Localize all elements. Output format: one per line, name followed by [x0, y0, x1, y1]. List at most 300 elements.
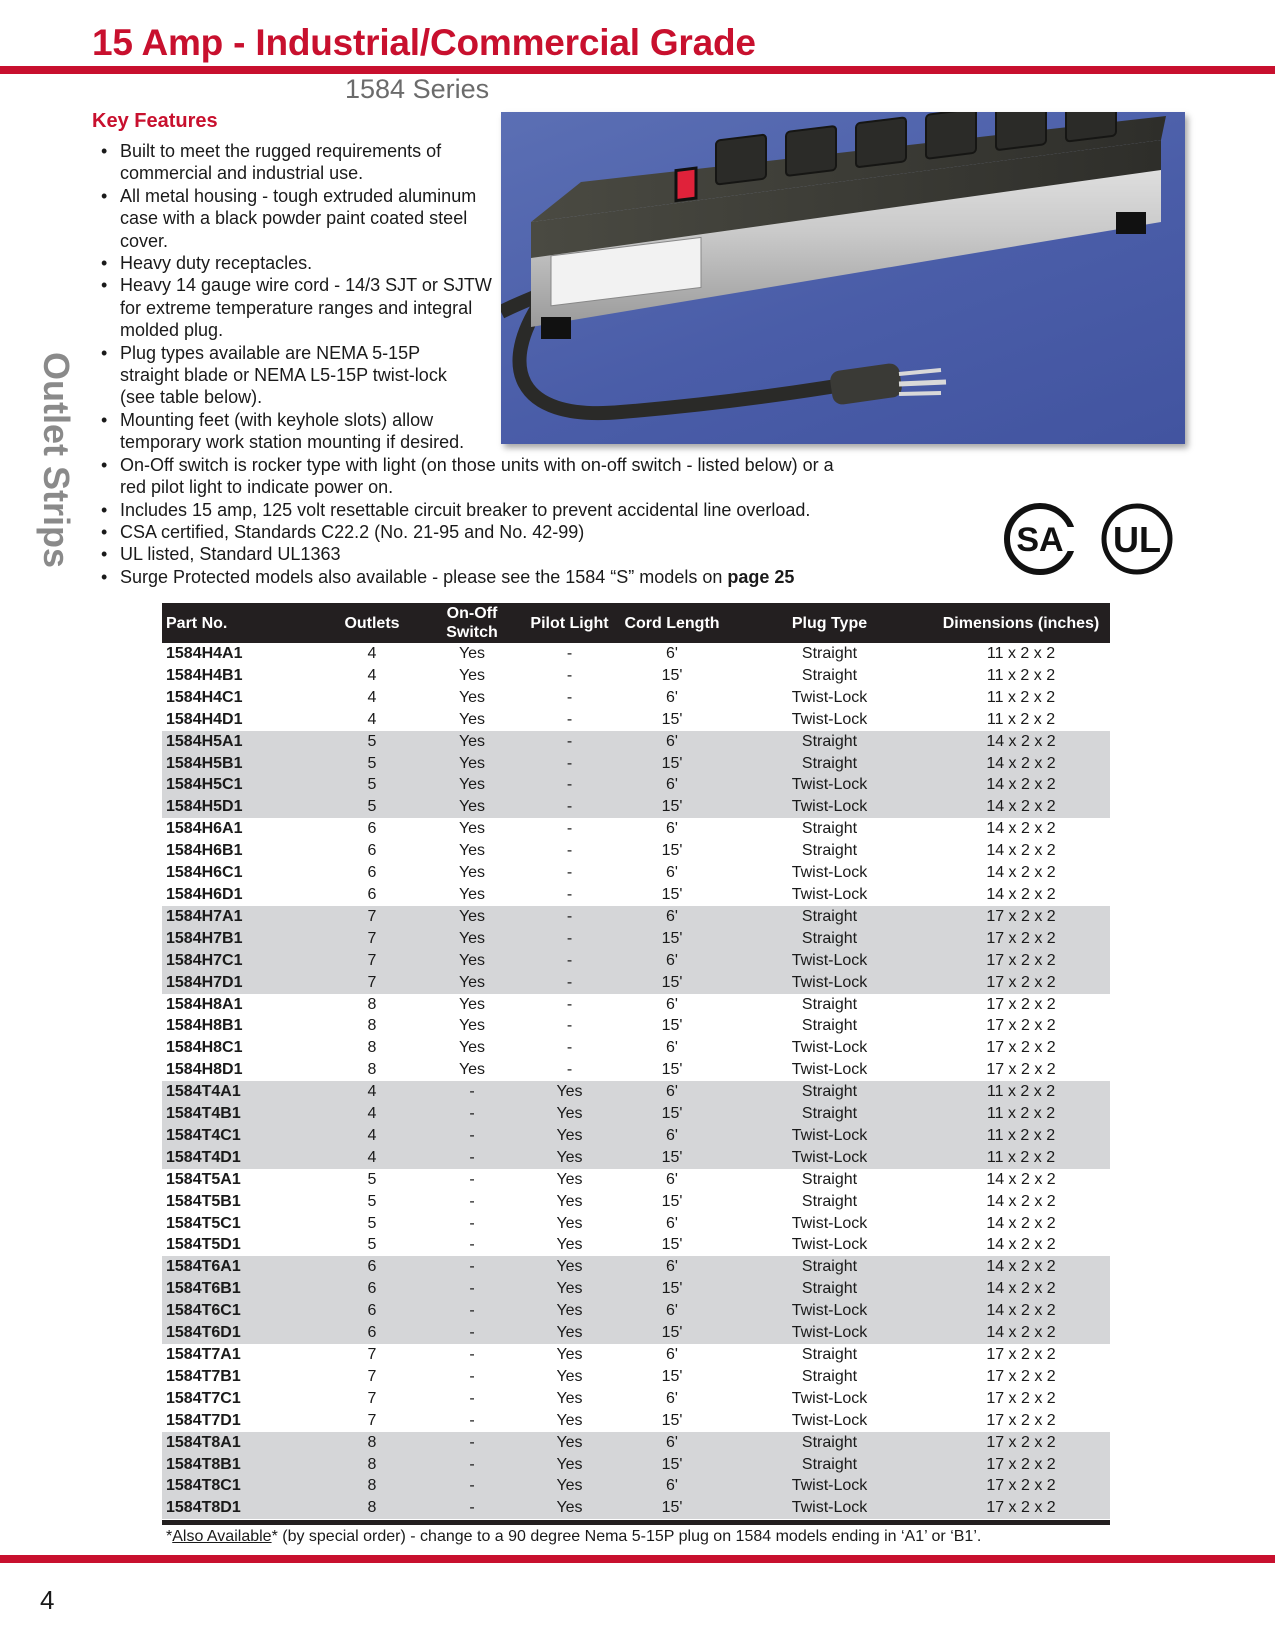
- table-row: [162, 1410, 1110, 1432]
- cell-cord-length: 15': [661, 1192, 683, 1210]
- cell-outlets: 8: [322, 1475, 422, 1497]
- cell-dimensions: 17 x 2 x 2: [932, 1432, 1110, 1454]
- cell-outlets: 6: [367, 885, 377, 903]
- cell-plug-type: Straight: [801, 645, 858, 662]
- table-row: [162, 665, 1110, 687]
- cell-plug-type: Twist-Lock: [727, 1300, 932, 1322]
- cell-dimensions: 17 x 2 x 2: [932, 1497, 1110, 1519]
- cell-part-no: 1584T4B1: [162, 1103, 322, 1125]
- cell-outlets: 4: [322, 1147, 422, 1169]
- cell-pilot-light: Yes: [522, 1454, 617, 1476]
- table-row: [162, 994, 1110, 1016]
- cell-cord-length: 6': [617, 774, 727, 796]
- cell-dimensions: 17 x 2 x 2: [986, 1039, 1056, 1057]
- table-row: [162, 884, 1110, 906]
- cell-on-off-switch: Yes: [458, 645, 486, 662]
- cell-outlets: 7: [367, 1389, 377, 1407]
- cell-plug-type: Straight: [801, 666, 858, 684]
- table-row: [162, 1081, 1110, 1103]
- cell-pilot-light: Yes: [556, 1389, 583, 1407]
- cell-dimensions: 17 x 2 x 2: [932, 1475, 1110, 1497]
- table-row: [162, 928, 1110, 950]
- cell-pilot-light: -: [522, 928, 617, 950]
- cell-cord-length: 15': [661, 885, 683, 903]
- page-reference: page 25: [727, 566, 795, 587]
- cell-plug-type: Twist-Lock: [791, 1039, 868, 1057]
- cell-on-off-switch: -: [422, 1475, 522, 1497]
- cell-cord-length: 6': [617, 1081, 727, 1103]
- cell-on-off-switch: -: [422, 1256, 522, 1278]
- key-features-heading: Key Features: [92, 110, 218, 132]
- cell-on-off-switch: -: [469, 1192, 475, 1210]
- cell-on-off-switch: -: [422, 1322, 522, 1344]
- cell-part-no: 1584T7D1: [166, 1411, 241, 1429]
- cell-pilot-light: -: [566, 688, 573, 706]
- table-row: [162, 1388, 1110, 1410]
- feature-item: • All metal housing - tough extruded aluminum case with a black powder paint coated steel cover.: [98, 185, 482, 252]
- cell-outlets: 6: [322, 1300, 422, 1322]
- cell-pilot-light: -: [566, 710, 573, 728]
- cell-cord-length: 15': [617, 1278, 727, 1300]
- cell-plug-type: Straight: [727, 928, 932, 950]
- cell-cord-length: 6': [617, 1256, 727, 1278]
- cell-pilot-light: Yes: [522, 1497, 617, 1519]
- cell-cord-length: 15': [617, 1454, 727, 1476]
- cell-pilot-light: -: [566, 885, 573, 903]
- table-row: [162, 1125, 1110, 1147]
- cell-cord-length: 15': [661, 1061, 683, 1079]
- cell-cord-length: 15': [617, 1497, 727, 1519]
- cell-cord-length: 6': [666, 864, 678, 882]
- cell-dimensions: 17 x 2 x 2: [932, 1454, 1110, 1476]
- cell-part-no: 1584H4D1: [166, 710, 243, 728]
- top-divider: [0, 66, 1275, 74]
- table-row: [162, 818, 1110, 840]
- cell-outlets: 5: [322, 796, 422, 818]
- feature-item-text: On-Off switch is rocker type with light (on those units with on-off switch - listed below) or a red pilot light to indicate power on.: [120, 454, 834, 498]
- table-row: [162, 906, 1110, 928]
- cell-plug-type: Twist-Lock: [791, 1389, 868, 1407]
- cell-part-no: 1584T6D1: [162, 1322, 322, 1344]
- cell-part-no: 1584H7C1: [162, 950, 322, 972]
- cell-dimensions: 11 x 2 x 2: [932, 1125, 1110, 1147]
- cell-pilot-light: Yes: [522, 1300, 617, 1322]
- cell-part-no: 1584H8A1: [166, 995, 243, 1013]
- cell-plug-type: Straight: [801, 995, 858, 1013]
- cell-on-off-switch: Yes: [458, 820, 486, 838]
- cell-cord-length: 15': [661, 1017, 683, 1035]
- cell-plug-type: Straight: [801, 1017, 858, 1035]
- cell-plug-type: Straight: [727, 906, 932, 928]
- cell-dimensions: 11 x 2 x 2: [932, 1103, 1110, 1125]
- cell-outlets: 5: [322, 731, 422, 753]
- cell-part-no: 1584H7A1: [162, 906, 322, 928]
- cell-dimensions: 11 x 2 x 2: [932, 1147, 1110, 1169]
- cell-outlets: 8: [367, 995, 377, 1013]
- cell-cord-length: 15': [617, 796, 727, 818]
- cell-part-no: 1584H6C1: [166, 864, 243, 882]
- cell-on-off-switch: -: [422, 1103, 522, 1125]
- table-row: [162, 1191, 1110, 1213]
- cell-outlets: 7: [322, 972, 422, 994]
- cell-part-no: 1584T5A1: [166, 1170, 241, 1188]
- cell-plug-type: Twist-Lock: [791, 1061, 868, 1079]
- cell-dimensions: 17 x 2 x 2: [986, 995, 1056, 1013]
- column-header-dimensions: Dimensions (inches): [932, 603, 1110, 643]
- cell-plug-type: Twist-Lock: [727, 950, 932, 972]
- cell-cord-length: 6': [666, 1214, 678, 1232]
- cell-dimensions: 17 x 2 x 2: [986, 1367, 1056, 1385]
- cell-part-no: 1584T8C1: [162, 1475, 322, 1497]
- cell-on-off-switch: Yes: [422, 731, 522, 753]
- cell-dimensions: 14 x 2 x 2: [932, 731, 1110, 753]
- cell-outlets: 5: [322, 753, 422, 775]
- cell-on-off-switch: Yes: [458, 864, 486, 882]
- outlet-strip-illustration: [501, 112, 1185, 444]
- cell-part-no: 1584H5B1: [162, 753, 322, 775]
- cell-cord-length: 6': [617, 950, 727, 972]
- cell-pilot-light: -: [522, 972, 617, 994]
- table-row: [162, 972, 1110, 994]
- cell-cord-length: 15': [617, 1147, 727, 1169]
- cell-plug-type: Twist-Lock: [727, 1322, 932, 1344]
- cell-plug-type: Twist-Lock: [791, 864, 868, 882]
- cell-plug-type: Straight: [727, 1081, 932, 1103]
- cell-dimensions: 14 x 2 x 2: [932, 796, 1110, 818]
- cell-pilot-light: -: [566, 820, 573, 838]
- cell-plug-type: Twist-Lock: [791, 710, 868, 728]
- cell-part-no: 1584T5B1: [166, 1192, 241, 1210]
- cell-cord-length: 15': [661, 842, 683, 860]
- cell-cord-length: 15': [617, 1103, 727, 1125]
- cell-pilot-light: -: [522, 906, 617, 928]
- cell-plug-type: Twist-Lock: [727, 1125, 932, 1147]
- cell-pilot-light: -: [566, 842, 573, 860]
- cell-pilot-light: Yes: [556, 1236, 583, 1254]
- table-row: [162, 796, 1110, 818]
- cell-on-off-switch: Yes: [422, 972, 522, 994]
- cell-outlets: 4: [322, 1103, 422, 1125]
- cell-cord-length: 15': [661, 666, 683, 684]
- cell-part-no: 1584T7B1: [166, 1367, 241, 1385]
- cell-plug-type: Straight: [727, 1278, 932, 1300]
- csa-mark-text: SA: [1016, 521, 1064, 559]
- cell-part-no: 1584T5D1: [166, 1236, 241, 1254]
- cell-on-off-switch: Yes: [458, 885, 486, 903]
- table-row: [162, 687, 1110, 709]
- cell-pilot-light: -: [566, 995, 573, 1013]
- cell-outlets: 6: [322, 1278, 422, 1300]
- cell-dimensions: 17 x 2 x 2: [932, 906, 1110, 928]
- cell-dimensions: 14 x 2 x 2: [986, 1170, 1056, 1188]
- cell-dimensions: 14 x 2 x 2: [932, 774, 1110, 796]
- page-title: 15 Amp - Industrial/Commercial Grade: [92, 22, 756, 63]
- table-row: [162, 1037, 1110, 1059]
- footnote-text: * (by special order) - change to a 90 degree Nema 5-15P plug on 1584 models ending in ‘A1’ or ‘B1’.: [271, 1528, 982, 1545]
- cell-cord-length: 6': [666, 645, 678, 662]
- cell-outlets: 4: [367, 645, 377, 662]
- cell-part-no: 1584T6B1: [162, 1278, 322, 1300]
- side-tab-label: Outlet Strips: [36, 351, 77, 569]
- cell-part-no: 1584T7A1: [166, 1346, 241, 1363]
- cell-part-no: 1584H6A1: [166, 820, 243, 838]
- cell-outlets: 4: [322, 1125, 422, 1147]
- cell-outlets: 8: [322, 1497, 422, 1519]
- cell-on-off-switch: Yes: [422, 796, 522, 818]
- cell-plug-type: Straight: [801, 1367, 858, 1385]
- column-header-outlets: Outlets: [322, 603, 422, 643]
- footnote-prefix: *: [166, 1528, 173, 1545]
- cell-outlets: 7: [322, 950, 422, 972]
- cell-plug-type: Straight: [727, 753, 932, 775]
- cell-pilot-light: Yes: [522, 1103, 617, 1125]
- cell-dimensions: 14 x 2 x 2: [932, 1322, 1110, 1344]
- cell-on-off-switch: Yes: [422, 950, 522, 972]
- cell-plug-type: Twist-Lock: [727, 1147, 932, 1169]
- cell-pilot-light: -: [522, 774, 617, 796]
- cell-pilot-light: -: [566, 1061, 573, 1079]
- feature-item: • Heavy duty receptacles.: [98, 252, 482, 274]
- cell-outlets: 4: [322, 1081, 422, 1103]
- cell-outlets: 6: [322, 1256, 422, 1278]
- footnote-underlined: Also Available: [172, 1528, 272, 1545]
- cell-on-off-switch: Yes: [422, 753, 522, 775]
- cell-part-no: 1584H5D1: [162, 796, 322, 818]
- cell-on-off-switch: Yes: [458, 842, 486, 860]
- cell-plug-type: Straight: [727, 1103, 932, 1125]
- cell-part-no: 1584H8D1: [166, 1061, 243, 1079]
- column-header-part-no: Part No.: [162, 603, 322, 643]
- ul-mark-text: UL: [1113, 519, 1161, 560]
- cell-cord-length: 15': [617, 753, 727, 775]
- table-row: [162, 1454, 1110, 1476]
- cell-part-no: 1584H4C1: [166, 688, 243, 706]
- cell-on-off-switch: -: [469, 1236, 475, 1254]
- cell-cord-length: 6': [617, 906, 727, 928]
- cell-part-no: 1584H8C1: [166, 1039, 243, 1057]
- cell-dimensions: 17 x 2 x 2: [932, 972, 1110, 994]
- cell-on-off-switch: -: [422, 1432, 522, 1454]
- cell-dimensions: 17 x 2 x 2: [986, 1061, 1056, 1079]
- cell-dimensions: 17 x 2 x 2: [986, 1389, 1056, 1407]
- cell-part-no: 1584H7D1: [162, 972, 322, 994]
- cell-dimensions: 17 x 2 x 2: [986, 1017, 1056, 1035]
- column-header-plug-type: Plug Type: [727, 603, 932, 643]
- cell-on-off-switch: -: [422, 1497, 522, 1519]
- page-number: 4: [40, 1585, 55, 1615]
- table-row: [162, 1234, 1110, 1256]
- cell-on-off-switch: Yes: [458, 1061, 486, 1079]
- cell-cord-length: 6': [666, 995, 678, 1013]
- cell-cord-length: 15': [617, 972, 727, 994]
- cell-part-no: 1584H4A1: [166, 645, 243, 662]
- cell-outlets: 5: [367, 1170, 377, 1188]
- feature-item: [98, 566, 848, 588]
- cell-pilot-light: Yes: [522, 1322, 617, 1344]
- cell-part-no: 1584H4B1: [166, 666, 243, 684]
- cell-cord-length: 15': [661, 1367, 683, 1385]
- cell-cord-length: 6': [617, 1300, 727, 1322]
- cell-cord-length: 6': [666, 1170, 678, 1188]
- cell-dimensions: 17 x 2 x 2: [986, 1411, 1056, 1429]
- cell-outlets: 8: [367, 1039, 377, 1057]
- cell-pilot-light: -: [522, 753, 617, 775]
- table-row: [162, 1103, 1110, 1125]
- cell-plug-type: Straight: [727, 1454, 932, 1476]
- cell-on-off-switch: Yes: [458, 1039, 486, 1057]
- cell-on-off-switch: -: [469, 1411, 475, 1429]
- cell-dimensions: 17 x 2 x 2: [932, 928, 1110, 950]
- feature-item: • Heavy 14 gauge wire cord - 14/3 SJT or SJTW for extreme temperature ranges and integral molded plug.: [98, 274, 500, 341]
- table-row: [162, 1344, 1110, 1366]
- cell-dimensions: 11 x 2 x 2: [986, 688, 1056, 706]
- table-row: [162, 1497, 1110, 1519]
- cell-dimensions: 14 x 2 x 2: [986, 842, 1056, 860]
- cell-outlets: 4: [367, 710, 377, 728]
- cell-plug-type: Twist-Lock: [727, 796, 932, 818]
- cell-pilot-light: Yes: [522, 1278, 617, 1300]
- cell-on-off-switch: -: [469, 1346, 475, 1363]
- cell-pilot-light: -: [566, 1017, 573, 1035]
- table-row: [162, 753, 1110, 775]
- table-row: [162, 1322, 1110, 1344]
- cell-outlets: 5: [322, 774, 422, 796]
- cell-part-no: 1584H5A1: [162, 731, 322, 753]
- cell-plug-type: Straight: [801, 1192, 858, 1210]
- cell-dimensions: 17 x 2 x 2: [986, 1346, 1056, 1363]
- footnote: [166, 1528, 981, 1546]
- cell-plug-type: Twist-Lock: [727, 1497, 932, 1519]
- cell-part-no: 1584T8A1: [162, 1432, 322, 1454]
- cell-on-off-switch: Yes: [458, 688, 486, 706]
- cell-dimensions: 14 x 2 x 2: [986, 864, 1056, 882]
- cell-part-no: 1584T4D1: [162, 1147, 322, 1169]
- cell-dimensions: 11 x 2 x 2: [986, 645, 1056, 662]
- cell-outlets: 4: [367, 666, 377, 684]
- cell-part-no: 1584T4A1: [162, 1081, 322, 1103]
- cell-part-no: 1584T7C1: [166, 1389, 241, 1407]
- cell-part-no: 1584T4C1: [162, 1125, 322, 1147]
- cell-pilot-light: Yes: [556, 1346, 583, 1363]
- column-header-switch: On-Off Switch: [422, 603, 522, 643]
- cell-plug-type: Straight: [801, 842, 858, 860]
- cell-plug-type: Twist-Lock: [791, 1236, 868, 1254]
- cell-part-no: 1584H5C1: [162, 774, 322, 796]
- cell-pilot-light: -: [566, 666, 573, 684]
- cell-on-off-switch: Yes: [422, 906, 522, 928]
- table-bottom-rule: [162, 1520, 1110, 1525]
- cell-part-no: 1584H7B1: [162, 928, 322, 950]
- cell-pilot-light: -: [522, 950, 617, 972]
- cell-cord-length: 6': [666, 1389, 678, 1407]
- cell-cord-length: 6': [617, 1125, 727, 1147]
- cell-outlets: 8: [322, 1432, 422, 1454]
- bottom-divider: [0, 1555, 1275, 1563]
- cell-outlets: 5: [367, 1236, 377, 1254]
- ul-listed-icon: [1100, 502, 1174, 576]
- cell-pilot-light: Yes: [556, 1192, 583, 1210]
- cell-cord-length: 6': [666, 820, 678, 838]
- table-row: [162, 840, 1110, 862]
- cell-pilot-light: Yes: [522, 1432, 617, 1454]
- cell-plug-type: Twist-Lock: [727, 774, 932, 796]
- feature-item: • UL listed, Standard UL1363: [98, 543, 848, 565]
- cell-outlets: 7: [322, 928, 422, 950]
- table-row: [162, 862, 1110, 884]
- cell-part-no: 1584H6D1: [166, 885, 243, 903]
- cell-on-off-switch: -: [422, 1454, 522, 1476]
- cell-outlets: 8: [367, 1061, 377, 1079]
- cell-part-no: 1584T8D1: [162, 1497, 322, 1519]
- table-row: [162, 774, 1110, 796]
- cell-part-no: 1584T6A1: [162, 1256, 322, 1278]
- cell-on-off-switch: -: [469, 1214, 475, 1232]
- cell-plug-type: Straight: [801, 1346, 858, 1363]
- product-photo: [501, 112, 1185, 444]
- cell-dimensions: 14 x 2 x 2: [932, 753, 1110, 775]
- column-header-pilot-light: Pilot Light: [522, 603, 617, 643]
- table-row: [162, 1300, 1110, 1322]
- cell-plug-type: Twist-Lock: [791, 885, 868, 903]
- cell-pilot-light: Yes: [556, 1214, 583, 1232]
- cell-outlets: 7: [367, 1411, 377, 1429]
- cell-part-no: 1584T5C1: [166, 1214, 241, 1232]
- cell-plug-type: Twist-Lock: [791, 1214, 868, 1232]
- cell-pilot-light: -: [522, 731, 617, 753]
- table-row: [162, 1256, 1110, 1278]
- column-header-cord-length: Cord Length: [617, 603, 727, 643]
- cell-cord-length: 6': [666, 688, 678, 706]
- cell-cord-length: 15': [661, 1411, 683, 1429]
- csa-certification-icon: [1003, 502, 1077, 576]
- cell-dimensions: 11 x 2 x 2: [986, 710, 1056, 728]
- cell-part-no: 1584H6B1: [166, 842, 243, 860]
- feature-item: • Built to meet the rugged requirements of commercial and industrial use.: [98, 140, 482, 185]
- cell-on-off-switch: -: [469, 1367, 475, 1385]
- cell-on-off-switch: Yes: [422, 774, 522, 796]
- cell-cord-length: 6': [666, 1039, 678, 1057]
- cell-part-no: 1584T6C1: [162, 1300, 322, 1322]
- cell-part-no: 1584H8B1: [166, 1017, 243, 1035]
- cell-dimensions: 14 x 2 x 2: [986, 820, 1056, 838]
- cell-dimensions: 14 x 2 x 2: [986, 1192, 1056, 1210]
- cell-outlets: 7: [367, 1367, 377, 1385]
- cell-cord-length: 15': [617, 1322, 727, 1344]
- cell-on-off-switch: -: [422, 1147, 522, 1169]
- table-row: [162, 731, 1110, 753]
- cell-dimensions: 14 x 2 x 2: [986, 885, 1056, 903]
- cell-pilot-light: -: [566, 645, 573, 662]
- cell-dimensions: 11 x 2 x 2: [986, 666, 1056, 684]
- cell-cord-length: 6': [617, 1432, 727, 1454]
- table-row: [162, 1278, 1110, 1300]
- cell-plug-type: Twist-Lock: [727, 1475, 932, 1497]
- cell-cord-length: 15': [661, 1236, 683, 1254]
- cell-pilot-light: Yes: [556, 1367, 583, 1385]
- series-subtitle: 1584 Series: [345, 74, 490, 104]
- cell-cord-length: 6': [617, 1475, 727, 1497]
- table-row: [162, 1147, 1110, 1169]
- cell-outlets: 5: [367, 1214, 377, 1232]
- cell-pilot-light: -: [566, 864, 573, 882]
- cell-pilot-light: Yes: [522, 1475, 617, 1497]
- cell-outlets: 6: [367, 842, 377, 860]
- cell-plug-type: Straight: [727, 1432, 932, 1454]
- table-body: [162, 643, 1110, 1519]
- cell-on-off-switch: -: [422, 1081, 522, 1103]
- cell-on-off-switch: Yes: [422, 928, 522, 950]
- cell-pilot-light: -: [566, 1039, 573, 1057]
